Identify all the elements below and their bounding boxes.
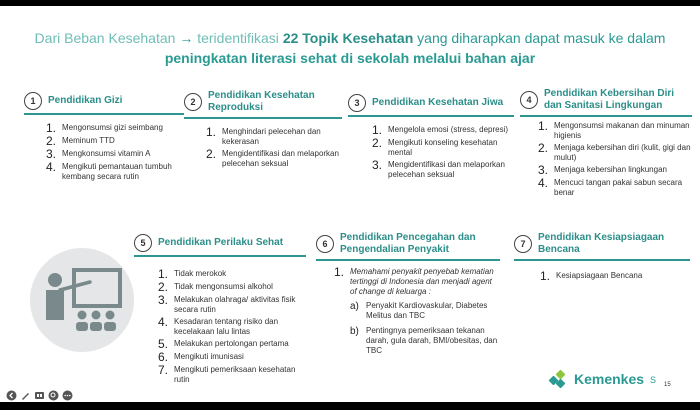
divider xyxy=(316,259,500,261)
topic-title: Pendidikan Perilaku Sehat xyxy=(158,237,284,248)
slide-title xyxy=(20,28,680,68)
zoom-icon[interactable] xyxy=(48,390,59,401)
student-icon xyxy=(106,311,115,320)
topic-list xyxy=(372,125,514,180)
list-item: a) Penyakit Kardiovaskular, Diabetes Melitus dan TBC xyxy=(350,301,488,320)
kemenkes-logo-icon xyxy=(548,368,570,390)
divider xyxy=(184,117,342,119)
topic-3 xyxy=(348,94,514,182)
topic-list xyxy=(206,127,342,169)
topic-4 xyxy=(520,88,692,200)
topic-list xyxy=(46,123,184,182)
divider xyxy=(520,115,692,117)
divider xyxy=(514,259,690,261)
topic-number-badge: 6 xyxy=(316,235,334,253)
topic-title: Pendidikan Gizi xyxy=(48,95,123,106)
list-item: 2. Mengikuti konseling kesehatan mental xyxy=(372,136,498,157)
list-item: 3. Melakukan olahraga/ aktivitas fisik secara rutin xyxy=(158,293,296,314)
list-item: 1. Menghindari pelecehan dan kekerasan xyxy=(206,125,321,146)
list-item: 2. Meminum TTD xyxy=(46,134,115,148)
topic-5 xyxy=(134,234,306,387)
topic-6 xyxy=(316,232,500,361)
topic-list xyxy=(334,267,500,297)
topic-list xyxy=(158,269,306,385)
slide xyxy=(0,6,700,402)
student-icon xyxy=(92,311,101,320)
topic-sublist xyxy=(350,301,500,356)
pen-icon[interactable] xyxy=(20,390,31,401)
topic-1 xyxy=(24,92,184,184)
topic-7 xyxy=(514,232,690,284)
topic-number-badge: 7 xyxy=(514,235,532,253)
student-body-icon xyxy=(76,322,88,331)
list-item: 3. Mengidentifikasi dan melaporkan pelecehan seksual xyxy=(372,158,505,179)
topic-list xyxy=(540,271,690,282)
list-item: 3. Mengkonsumsi vitamin A xyxy=(46,147,151,161)
teacher-body-icon xyxy=(46,290,64,320)
topic-title: Pendidikan Kesiapsiagaan Bencana xyxy=(538,232,665,255)
slides-grid-icon[interactable] xyxy=(34,390,45,401)
list-item: 6. Mengikuti imunisasi xyxy=(158,350,244,364)
topic-number-badge: 3 xyxy=(348,94,366,112)
divider xyxy=(348,115,514,117)
topic-number-badge: 4 xyxy=(520,91,538,109)
topic-title: Pendidikan Kesehatan Jiwa xyxy=(372,97,504,108)
title-part: Kesehatan xyxy=(108,30,176,46)
topic-number-badge: 2 xyxy=(184,93,202,111)
list-item: 2. Tidak mengonsumsi alkohol xyxy=(158,280,273,294)
list-item: 1. Mengonsumsi gizi seimbang xyxy=(46,121,163,135)
topic-2 xyxy=(184,90,342,171)
teacher-head-icon xyxy=(48,273,62,287)
student-body-icon xyxy=(90,322,102,331)
divider xyxy=(24,113,184,115)
title-part: teridentifikasi xyxy=(197,30,283,46)
list-item: 2. Mengidentifikasi dan melaporkan pelecehan seksual xyxy=(206,147,339,168)
topic-title: Pendidikan Pencegahan dan Pengendalian Penyakit xyxy=(340,232,476,255)
student-icon xyxy=(78,311,87,320)
presentation-toolbar xyxy=(6,390,76,401)
title-line-2: peningkatan literasi sehat di sekolah melalui bahan ajar xyxy=(164,50,536,66)
topic-title: Pendidikan Kebersihan Diri dan Sanitasi Lingkungan xyxy=(544,88,675,111)
list-item: 5. Melakukan pertolongan pertama xyxy=(158,337,289,351)
list-item: 3. Menjaga kebersihan lingkungan xyxy=(538,163,667,177)
page-number: 15 xyxy=(664,382,671,388)
list-item: 1. Mengelola emosi (stress, depresi) xyxy=(372,123,509,137)
list-item: 4. Mencuci tangan pakai sabun secara benar xyxy=(538,176,683,197)
list-item: b) Pentingnya pemeriksaan tekanan darah, gula darah, BMI/obesitas, dan TBC xyxy=(350,326,498,355)
brand-suffix: S xyxy=(650,375,657,385)
brand-name: Kemenkes xyxy=(574,371,645,387)
list-item: 1. Kesiapsiagaan Bencana xyxy=(540,269,643,283)
topic-list xyxy=(538,121,692,198)
list-item: 1. Mengonsumsi makanan dan minuman higienis xyxy=(538,119,690,140)
list-item: 2. Menjaga kebersihan diri (kulit, gigi dan mulut) xyxy=(538,141,691,162)
student-body-icon xyxy=(104,322,116,331)
topic-title: Pendidikan Kesehatan Reproduksi xyxy=(208,90,315,113)
topic-number-badge: 5 xyxy=(134,234,152,252)
list-item: 1. Memahami penyakit penyebab kematian tertinggi di Indonesia dan menjadi agent of change di keluarga : xyxy=(334,265,494,296)
topic-number-badge: 1 xyxy=(24,92,42,110)
list-item: 4. Kesadaran tentang risiko dan kecelakaan lalu lintas xyxy=(158,315,279,336)
title-part: yang diharapkan dapat masuk ke dalam xyxy=(417,30,666,46)
divider xyxy=(134,255,306,257)
more-options-icon[interactable] xyxy=(62,390,73,401)
list-item: 1. Tidak merokok xyxy=(158,267,227,281)
previous-slide-icon[interactable] xyxy=(6,390,17,401)
title-arrow: → xyxy=(175,30,198,46)
list-item: 7. Mengikuti pemeriksaan kesehatan rutin xyxy=(158,363,296,384)
kemenkes-logo xyxy=(548,368,656,390)
title-part: Dari Beban xyxy=(34,30,109,46)
title-highlight: 22 Topik Kesehatan xyxy=(282,30,418,46)
list-item: 4. Mengikuti pemantauan tumbuh kembang secara rutin xyxy=(46,160,172,181)
teacher-presentation-illustration xyxy=(30,238,135,368)
